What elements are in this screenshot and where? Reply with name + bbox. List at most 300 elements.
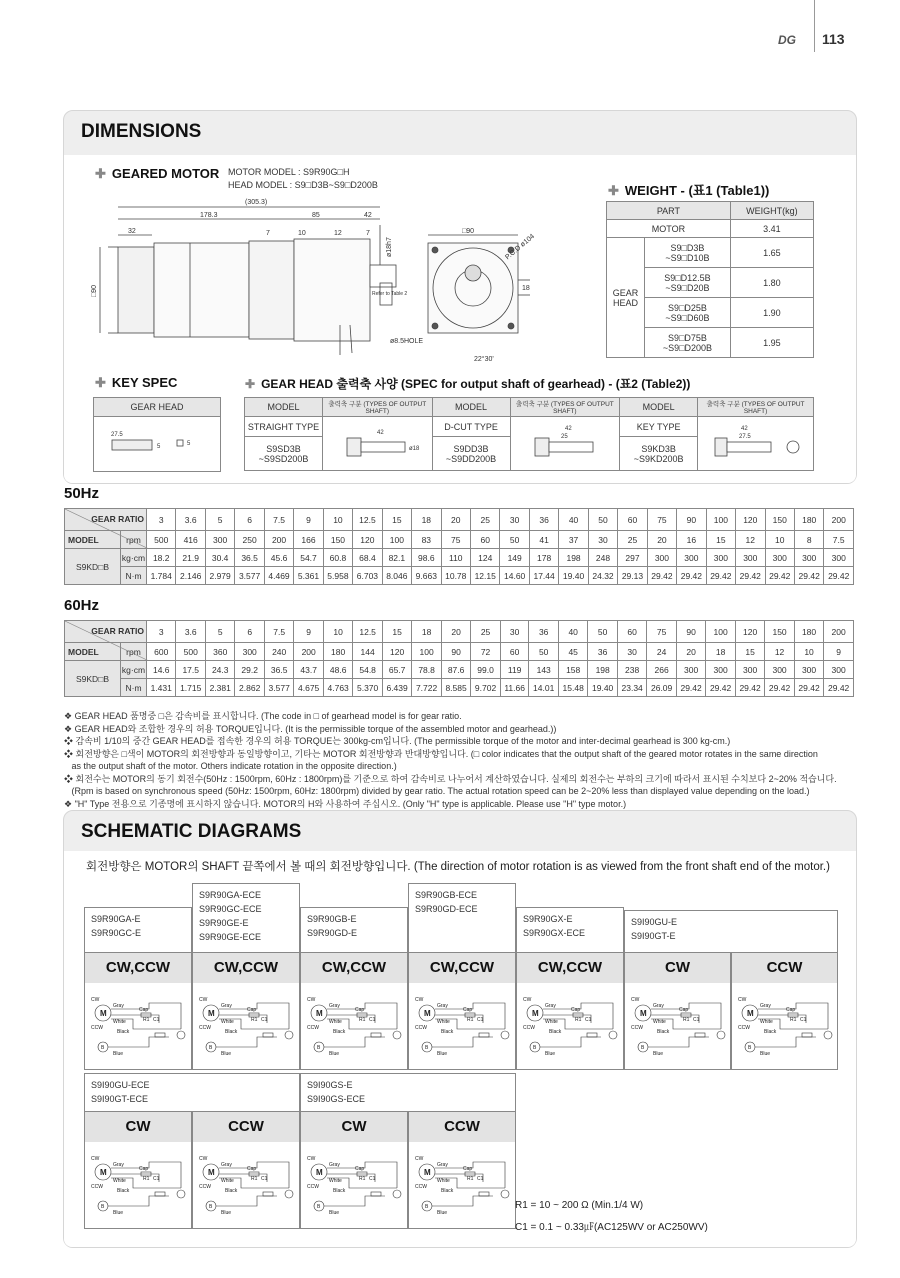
footnote-c1: C1 = 0.1 ~ 0.33㎌(AC125WV or AC250WV) — [515, 1222, 708, 1233]
wiring-diagram — [413, 1148, 513, 1218]
svg-text:Black: Black — [225, 1188, 238, 1194]
model-name: S9R90GB-E — [307, 914, 357, 924]
nm-cell: 29.42 — [824, 679, 854, 697]
svg-text:White: White — [329, 1178, 342, 1184]
ratio-cell: 18 — [412, 621, 441, 643]
ratio-cell: 60 — [617, 621, 646, 643]
dimensions-title: DIMENSIONS — [81, 121, 202, 142]
svg-text:M: M — [208, 1009, 215, 1018]
weight-row-value: 1.65 — [730, 238, 813, 268]
kgcm-cell: 300 — [794, 549, 823, 567]
ratio-cell: 6 — [235, 509, 264, 531]
svg-text:Cap: Cap — [247, 1007, 257, 1013]
geared-motor-drawing — [90, 195, 540, 370]
notes-list — [64, 710, 864, 810]
svg-text:M: M — [208, 1168, 215, 1177]
rotation-label: CCW — [409, 1112, 515, 1142]
svg-text:Cap: Cap — [571, 1007, 581, 1013]
svg-text:Blue: Blue — [653, 1051, 664, 1057]
shaft-model-key: S9KD3B ~S9KD200B — [620, 437, 698, 471]
wiring-diagram — [197, 1148, 297, 1218]
ratio-cell: 200 — [824, 509, 854, 531]
ratio-cell: 100 — [706, 509, 735, 531]
rotation-label: CW — [301, 1112, 407, 1142]
kgcm-cell: 238 — [617, 661, 646, 679]
rpm-cell: 18 — [706, 643, 735, 661]
kgcm-cell: 119 — [500, 661, 529, 679]
kgcm-cell: 300 — [706, 661, 735, 679]
ratio-cell: 7.5 — [264, 621, 293, 643]
kgcm-cell: 14.6 — [147, 661, 176, 679]
svg-text:C1: C1 — [800, 1017, 807, 1023]
svg-text:Blue: Blue — [437, 1210, 448, 1216]
shaft-type-straight: STRAIGHT TYPE — [245, 417, 323, 437]
weight-row-value: 1.90 — [730, 298, 813, 328]
kgcm-cell: 87.6 — [441, 661, 470, 679]
model-name: S9I90GS-E — [307, 1080, 353, 1090]
nm-cell: 3.577 — [264, 679, 293, 697]
schematic-models — [193, 884, 299, 954]
rpm-label: rpm — [121, 531, 147, 549]
dim-total: (305.3) — [245, 199, 268, 206]
svg-text:CCW: CCW — [199, 1184, 211, 1190]
weight-header-weight: WEIGHT(kg) — [730, 202, 813, 220]
rpm-cell: 144 — [353, 643, 382, 661]
shaft-drawing-straight — [323, 417, 433, 471]
ratio-cell: 7.5 — [264, 509, 293, 531]
ratio-cell: 180 — [794, 621, 823, 643]
shaft-type-key: KEY TYPE — [620, 417, 698, 437]
model-name: S9R90GE-E — [199, 918, 249, 928]
nm-cell: 14.60 — [500, 567, 529, 585]
note-line: ❖ 회전방향은 □색이 MOTOR의 회전방향과 동일방향이고, 기타는 MOTOR 회전방향과 반대방향입니다. (□ color indicates that the output shaft of the geared motor rotates in the same direction — [64, 748, 818, 759]
nm-cell: 29.42 — [706, 679, 735, 697]
svg-text:CCW: CCW — [415, 1025, 427, 1031]
svg-text:Gray: Gray — [113, 1162, 124, 1168]
schematic-diagram-cell — [408, 952, 516, 1070]
svg-text:Gray: Gray — [221, 1003, 232, 1009]
note-line: (Rpm is based on synchronous speed (50Hz: 1500rpm, 60Hz: 1800rpm) divided by gear ratio. The actual rotation speed can be 2~20% less than displayed value depending on the load.) — [64, 786, 810, 796]
note-line: as the output shaft of the motor. Others indicate rotation in the opposite direction.) — [64, 761, 397, 771]
note-line: ❖ GEAR HEAD 품명중 □은 감속비를 표시합니다. (The code in □ of gearhead model is for gear ratio. — [64, 711, 462, 721]
svg-text:B: B — [101, 1204, 105, 1210]
key-spec-title — [95, 375, 177, 391]
nm-cell: 29.42 — [736, 567, 765, 585]
dim-sq: □90 — [462, 228, 475, 235]
svg-text:Black: Black — [441, 1188, 454, 1194]
schematic-models — [301, 908, 407, 954]
nm-cell: 5.370 — [353, 679, 382, 697]
svg-text:C1: C1 — [369, 1176, 376, 1182]
svg-text:White: White — [545, 1019, 558, 1025]
svg-text:B: B — [317, 1204, 321, 1210]
svg-text:Black: Black — [441, 1029, 454, 1035]
dim-a: 178.3 — [200, 212, 218, 219]
key-dim-length: 27.5 — [111, 432, 123, 438]
footnote-r1: R1 = 10 ~ 200 Ω (Min.1/4 W) — [515, 1200, 644, 1211]
svg-text:B: B — [101, 1045, 105, 1051]
gear-ratio-label: GEAR RATIO — [91, 514, 144, 524]
svg-text:R1: R1 — [143, 1176, 150, 1182]
dim-d: 32 — [128, 228, 136, 235]
ratio-cell: 36 — [529, 509, 558, 531]
kgcm-cell: 45.6 — [264, 549, 293, 567]
rpm-cell: 360 — [205, 643, 234, 661]
svg-text:R1: R1 — [251, 1017, 258, 1023]
svg-text:White: White — [653, 1019, 666, 1025]
kgcm-cell: 36.5 — [264, 661, 293, 679]
nm-cell: 2.381 — [205, 679, 234, 697]
rpm-cell: 200 — [264, 531, 293, 549]
shaft-h-type: 출력축 구분 (TYPES OF OUTPUT SHAFT) — [698, 398, 814, 417]
svg-text:B: B — [533, 1045, 537, 1051]
nm-cell: 11.66 — [500, 679, 529, 697]
svg-text:B: B — [209, 1204, 213, 1210]
wiring-diagram — [629, 989, 729, 1059]
svg-text:Black: Black — [225, 1029, 238, 1035]
rpm-cell: 45 — [558, 643, 587, 661]
nm-cell: 29.13 — [618, 567, 647, 585]
key-spec-drawing-cell — [94, 417, 221, 472]
kgcm-cell: 48.6 — [323, 661, 352, 679]
weight-row-part: S9□D12.5B ~S9□D20B — [645, 268, 731, 298]
schematic-box — [300, 907, 408, 955]
rpm-cell: 166 — [294, 531, 323, 549]
svg-text:White: White — [113, 1019, 126, 1025]
kgcm-cell: 149 — [500, 549, 529, 567]
ratio-cell: 200 — [824, 621, 854, 643]
svg-text:R1: R1 — [359, 1176, 366, 1182]
schematic-diagram-cell — [84, 1111, 192, 1229]
svg-text:Cap: Cap — [463, 1007, 473, 1013]
plus-icon: ✚ — [245, 377, 256, 391]
weight-row-part: S9□D3B ~S9□D10B — [645, 238, 731, 268]
note-line: ❖ 감속비 1/10의 중간 GEAR HEAD를 접속한 경우의 허용 TORQUE는 300kg-cm입니다. (The permissible torque of the motor and inter-decimal gearhead is 300 kg-cm.) — [64, 736, 731, 746]
model-name: S9R90GD-ECE — [415, 904, 478, 914]
svg-text:C1: C1 — [261, 1017, 268, 1023]
rpm-cell: 24 — [647, 643, 676, 661]
nm-cell: 19.40 — [588, 679, 617, 697]
svg-text:M: M — [747, 1009, 754, 1018]
kgcm-cell: 198 — [588, 661, 617, 679]
rpm-cell: 416 — [176, 531, 205, 549]
svg-text:CW: CW — [91, 1156, 100, 1162]
ratio-cell: 10 — [323, 509, 352, 531]
ratio-cell: 36 — [529, 621, 558, 643]
ratio-cell: 18 — [412, 509, 441, 531]
svg-text:Blue: Blue — [113, 1210, 124, 1216]
schematic-models — [625, 911, 837, 953]
table-60hz-title: 60Hz — [64, 597, 100, 614]
rotation-label: CCW — [193, 1112, 299, 1142]
kgcm-label: kg·cm — [121, 549, 147, 567]
kgcm-cell: 158 — [558, 661, 587, 679]
kgcm-cell: 78.8 — [412, 661, 441, 679]
svg-text:B: B — [641, 1045, 645, 1051]
ratio-cell: 150 — [765, 509, 794, 531]
nm-cell: 29.42 — [794, 567, 823, 585]
rpm-cell: 20 — [676, 643, 705, 661]
rpm-cell: 100 — [412, 643, 441, 661]
rpm-label: rpm — [121, 643, 147, 661]
svg-text:CW: CW — [91, 997, 100, 1003]
svg-text:42: 42 — [564, 425, 572, 432]
model-name: S9I90GU-ECE — [91, 1080, 150, 1090]
nm-cell: 26.09 — [647, 679, 676, 697]
shaft-h-type: 출력축 구분 (TYPES OF OUTPUT SHAFT) — [510, 398, 620, 417]
kgcm-cell: 297 — [618, 549, 647, 567]
rpm-cell: 50 — [529, 643, 558, 661]
svg-text:42: 42 — [377, 429, 384, 436]
kgcm-cell: 300 — [824, 549, 854, 567]
schematic-diagram-cell — [300, 1111, 408, 1229]
kgcm-cell: 300 — [736, 549, 765, 567]
kgcm-cell: 143 — [529, 661, 558, 679]
ratio-cell: 5 — [205, 621, 234, 643]
nm-cell: 10.78 — [441, 567, 470, 585]
rpm-cell: 500 — [147, 531, 176, 549]
svg-text:Gray: Gray — [113, 1003, 124, 1009]
dim-key: 18 — [522, 285, 530, 292]
weight-motor-label: MOTOR — [607, 220, 731, 238]
nm-cell: 7.722 — [412, 679, 441, 697]
svg-text:Black: Black — [117, 1029, 130, 1035]
ratio-cell: 75 — [647, 509, 676, 531]
key-spec-table — [93, 397, 221, 472]
svg-text:Gray: Gray — [329, 1162, 340, 1168]
weight-row-part: S9□D75B ~S9□D200B — [645, 328, 731, 358]
nm-cell: 19.40 — [559, 567, 588, 585]
head-model-text: HEAD MODEL : S9□D3B~S9□D200B — [228, 180, 378, 190]
geared-motor-label: GEARED MOTOR — [111, 166, 220, 181]
kgcm-cell: 24.3 — [205, 661, 234, 679]
schematic-diagram-cell — [624, 952, 731, 1070]
nm-cell: 29.42 — [765, 567, 794, 585]
wiring-diagram — [305, 989, 405, 1059]
weight-gear-head-label: GEAR HEAD — [607, 238, 645, 358]
svg-text:M: M — [316, 1168, 323, 1177]
nm-cell: 29.42 — [824, 567, 854, 585]
wiring-diagram — [89, 1148, 189, 1218]
svg-text:R1: R1 — [467, 1017, 474, 1023]
shaft-h-model: MODEL — [245, 398, 323, 417]
svg-text:ø18: ø18 — [409, 445, 420, 452]
svg-text:M: M — [532, 1009, 539, 1018]
weight-label: WEIGHT - (표1 (Table1)) — [624, 183, 770, 198]
svg-text:B: B — [748, 1045, 752, 1051]
svg-text:Black: Black — [333, 1188, 346, 1194]
schematic-diagram-cell — [84, 952, 192, 1070]
rpm-cell: 60 — [470, 531, 499, 549]
svg-text:White: White — [437, 1178, 450, 1184]
rpm-cell: 30 — [617, 643, 646, 661]
dim-h: 7 — [366, 230, 370, 237]
kgcm-cell: 124 — [470, 549, 499, 567]
schematic-diagram-cell — [731, 952, 838, 1070]
svg-text:CW: CW — [631, 997, 640, 1003]
ratio-cell: 15 — [382, 621, 411, 643]
svg-text:Gray: Gray — [329, 1003, 340, 1009]
nm-cell: 24.32 — [588, 567, 617, 585]
svg-text:B: B — [209, 1045, 213, 1051]
weight-header-part: PART — [607, 202, 731, 220]
schematic-box — [192, 883, 300, 955]
rpm-cell: 36 — [588, 643, 617, 661]
key-dim-width: 5 — [187, 441, 191, 447]
key-spec-header: GEAR HEAD — [94, 398, 221, 417]
svg-text:CCW: CCW — [199, 1025, 211, 1031]
svg-text:Gray: Gray — [545, 1003, 556, 1009]
wiring-diagram — [736, 989, 836, 1059]
nm-cell: 8.046 — [382, 567, 411, 585]
model-name: S9I90GT-ECE — [91, 1094, 149, 1104]
kgcm-cell: 110 — [441, 549, 470, 567]
rpm-cell: 240 — [264, 643, 293, 661]
kgcm-cell: 300 — [706, 549, 735, 567]
svg-text:Gray: Gray — [437, 1003, 448, 1009]
weight-table — [606, 201, 814, 358]
nm-cell: 2.146 — [176, 567, 205, 585]
schematic-diagram-cell — [516, 952, 624, 1070]
rotation-label: CW — [625, 953, 730, 983]
dim-pcd: P.C.D ø104 — [504, 232, 537, 262]
kgcm-cell: 300 — [765, 661, 794, 679]
ratio-cell: 3.6 — [176, 621, 205, 643]
schematic-diagram-cell — [192, 952, 300, 1070]
shaft-drawing-key — [698, 417, 814, 471]
ratio-cell: 50 — [588, 509, 617, 531]
plus-icon: ✚ — [95, 375, 106, 390]
kgcm-cell: 17.5 — [176, 661, 205, 679]
key-spec-drawing — [97, 418, 217, 468]
model-name: S9I90GU-E — [631, 917, 678, 927]
model-value: S9KD□B — [65, 661, 121, 697]
ratio-cell: 90 — [677, 509, 706, 531]
svg-text:R1: R1 — [790, 1017, 797, 1023]
svg-text:R1: R1 — [359, 1017, 366, 1023]
ratio-cell: 90 — [676, 621, 705, 643]
model-name: S9R90GA-E — [91, 914, 141, 924]
kgcm-cell: 99.0 — [471, 661, 500, 679]
svg-text:Gray: Gray — [221, 1162, 232, 1168]
rpm-cell: 200 — [294, 643, 323, 661]
kgcm-cell: 65.7 — [382, 661, 411, 679]
svg-text:CW: CW — [307, 997, 316, 1003]
dim-f: 10 — [298, 230, 306, 237]
dim-refbox: Refer to Table 2 — [372, 291, 408, 297]
rpm-cell: 120 — [382, 643, 411, 661]
svg-text:White: White — [437, 1019, 450, 1025]
svg-text:CCW: CCW — [307, 1025, 319, 1031]
rpm-cell: 300 — [235, 643, 264, 661]
weight-row-value: 1.80 — [730, 268, 813, 298]
shaft-h-type: 출력축 구분 (TYPES OF OUTPUT SHAFT) — [323, 398, 433, 417]
model-name: S9R90GX-ECE — [523, 928, 586, 938]
plus-icon: ✚ — [95, 166, 106, 181]
rotation-label: CW,CCW — [409, 953, 515, 983]
kgcm-cell: 68.4 — [353, 549, 382, 567]
note-line: ❖ GEAR HEAD와 조합한 경우의 허용 TORQUE입니다. (It is the permissible torque of the assembled motor and gearhead.)) — [64, 723, 557, 734]
nm-cell: 2.979 — [205, 567, 234, 585]
schematic-box — [408, 883, 516, 955]
svg-text:CCW: CCW — [91, 1184, 103, 1190]
svg-text:White: White — [760, 1019, 773, 1025]
ratio-cell: 6 — [235, 621, 264, 643]
dim-shaft: ø18h7 — [386, 237, 393, 257]
kgcm-cell: 300 — [735, 661, 764, 679]
rpm-cell: 10 — [765, 531, 794, 549]
shaft-model-straight: S9SD3B ~S9SD200B — [245, 437, 323, 471]
ratio-cell: 30 — [500, 621, 529, 643]
nm-cell: 8.585 — [441, 679, 470, 697]
shaft-h-model: MODEL — [432, 398, 510, 417]
svg-text:Black: Black — [549, 1029, 562, 1035]
svg-text:Black: Black — [764, 1029, 777, 1035]
kgcm-cell: 43.7 — [294, 661, 323, 679]
svg-text:25: 25 — [560, 433, 568, 440]
ratio-cell: 30 — [500, 509, 529, 531]
svg-text:M: M — [100, 1009, 107, 1018]
ratio-cell: 3.6 — [176, 509, 205, 531]
ratio-cell: 25 — [470, 509, 499, 531]
kgcm-cell: 29.2 — [235, 661, 264, 679]
ratio-cell: 12.5 — [353, 509, 382, 531]
rpm-cell: 41 — [529, 531, 558, 549]
svg-text:C1: C1 — [369, 1017, 376, 1023]
svg-text:Blue: Blue — [221, 1210, 232, 1216]
model-name: S9R90GE-ECE — [199, 932, 262, 942]
schematic-models — [517, 908, 623, 954]
svg-text:CCW: CCW — [415, 1184, 427, 1190]
nm-cell: 1.715 — [176, 679, 205, 697]
rpm-cell: 180 — [323, 643, 352, 661]
schematic-models — [85, 1074, 299, 1112]
kgcm-cell: 300 — [647, 549, 676, 567]
ratio-cell: 50 — [588, 621, 617, 643]
nm-cell: 5.361 — [294, 567, 323, 585]
svg-text:Cap: Cap — [355, 1166, 365, 1172]
svg-text:CCW: CCW — [738, 1025, 750, 1031]
nm-cell: 29.42 — [706, 567, 735, 585]
table-50hz-title: 50Hz — [64, 485, 100, 502]
svg-text:M: M — [100, 1168, 107, 1177]
kgcm-cell: 300 — [677, 549, 706, 567]
svg-text:Black: Black — [117, 1188, 130, 1194]
schematic-intro: 회전방향은 MOTOR의 SHAFT 끝쪽에서 볼 때의 회전방향입니다. (The direction of motor rotation is as viewed from the front shaft end of the motor.) — [86, 861, 830, 873]
kgcm-cell: 82.1 — [382, 549, 411, 567]
svg-text:CW: CW — [307, 1156, 316, 1162]
nm-cell: 14.01 — [529, 679, 558, 697]
svg-text:Cap: Cap — [679, 1007, 689, 1013]
table-corner-cell — [65, 621, 147, 643]
svg-text:CW: CW — [199, 1156, 208, 1162]
kgcm-label: kg·cm — [121, 661, 147, 679]
svg-text:CCW: CCW — [631, 1025, 643, 1031]
rotation-label: CW — [85, 1112, 191, 1142]
note-line: ❖ 회전수는 MOTOR의 동기 회전수(50Hz : 1500rpm, 60Hz : 1800rpm)를 기준으로 하여 감속비로 나누어서 계산하였습니다. 실제의 회전수는 부하의 크기에 따라서 표시된 수치보다 2~20% 적습니다. — [64, 773, 837, 784]
svg-text:C1: C1 — [693, 1017, 700, 1023]
rpm-cell: 10 — [794, 643, 823, 661]
ratio-cell: 12.5 — [353, 621, 382, 643]
svg-text:B: B — [425, 1204, 429, 1210]
rpm-cell: 12 — [736, 531, 765, 549]
geared-motor-title — [95, 166, 219, 182]
svg-text:CW: CW — [199, 997, 208, 1003]
kgcm-cell: 198 — [559, 549, 588, 567]
nm-cell: 3.577 — [235, 567, 264, 585]
nm-cell: 4.675 — [294, 679, 323, 697]
nm-label: N·m — [121, 567, 147, 585]
